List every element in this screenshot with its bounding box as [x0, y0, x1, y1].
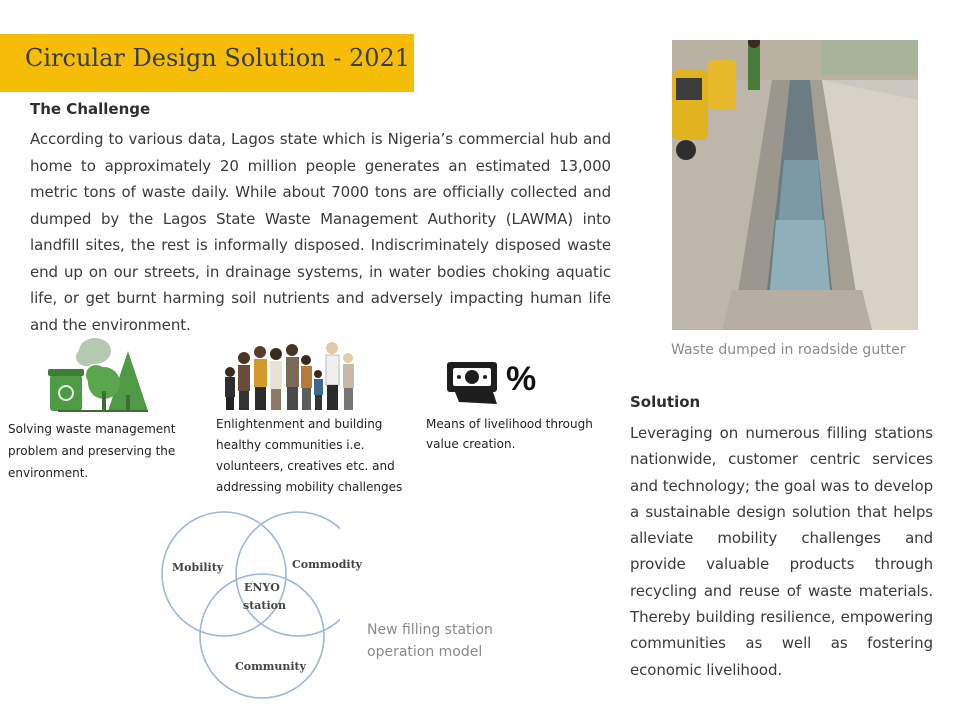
venn-caption: New filling station operation model [367, 622, 493, 660]
people-group-icon [220, 340, 368, 416]
gutter-photo [672, 40, 918, 330]
page-title: Circular Design Solution - 2021 [25, 44, 411, 72]
venn-label-community: Community [235, 660, 307, 673]
percent-symbol: % [506, 360, 537, 398]
photo-caption: Waste dumped in roadside gutter [671, 342, 906, 358]
icon-caption-environment: Solving waste management problem and preserving the environment. [8, 422, 176, 480]
venn-center-label-line2: station [243, 599, 286, 612]
icon-caption-livelihood: Means of livelihood through value creation. [426, 417, 593, 451]
solution-heading: Solution [630, 393, 701, 411]
solution-body: Leveraging on numerous filling stations nationwide, customer centric services and technology; the goal was to develop a sustainable design solution that helps alleviate mobility challenges and provide valuable products through recycling and reuse of waste materials. Thereby building resilience, empowering communities as well as fostering economic livelihood. [630, 424, 933, 679]
venn-center-label-line1: ENYO [244, 581, 280, 594]
challenge-body: According to various data, Lagos state which is Nigeria’s commercial hub and home to approximately 20 million people generates an estimated 13,000 metric tons of waste daily. While about 7000 tons are officially collected and dumped by the Lagos State Waste Management Authority (LAWMA) into landfill sites, the rest is informally disposed. Indiscriminately disposed waste end up on our streets, in drainage systems, in water bodies choking aquatic life, or get burnt harming soil nutrients and adversely impacting human life and the environment. [30, 130, 611, 334]
venn-circle-commodity [236, 512, 340, 636]
money-percent-icon [445, 358, 501, 412]
challenge-heading: The Challenge [30, 100, 151, 118]
venn-label-mobility: Mobility [172, 561, 224, 574]
icon-caption-communities: Enlightenment and building healthy communities i.e. volunteers, creatives etc. and addressing mobility challenges [216, 417, 403, 494]
recycle-trees-icon [48, 335, 148, 417]
venn-label-commodity: Commodity [292, 558, 363, 571]
